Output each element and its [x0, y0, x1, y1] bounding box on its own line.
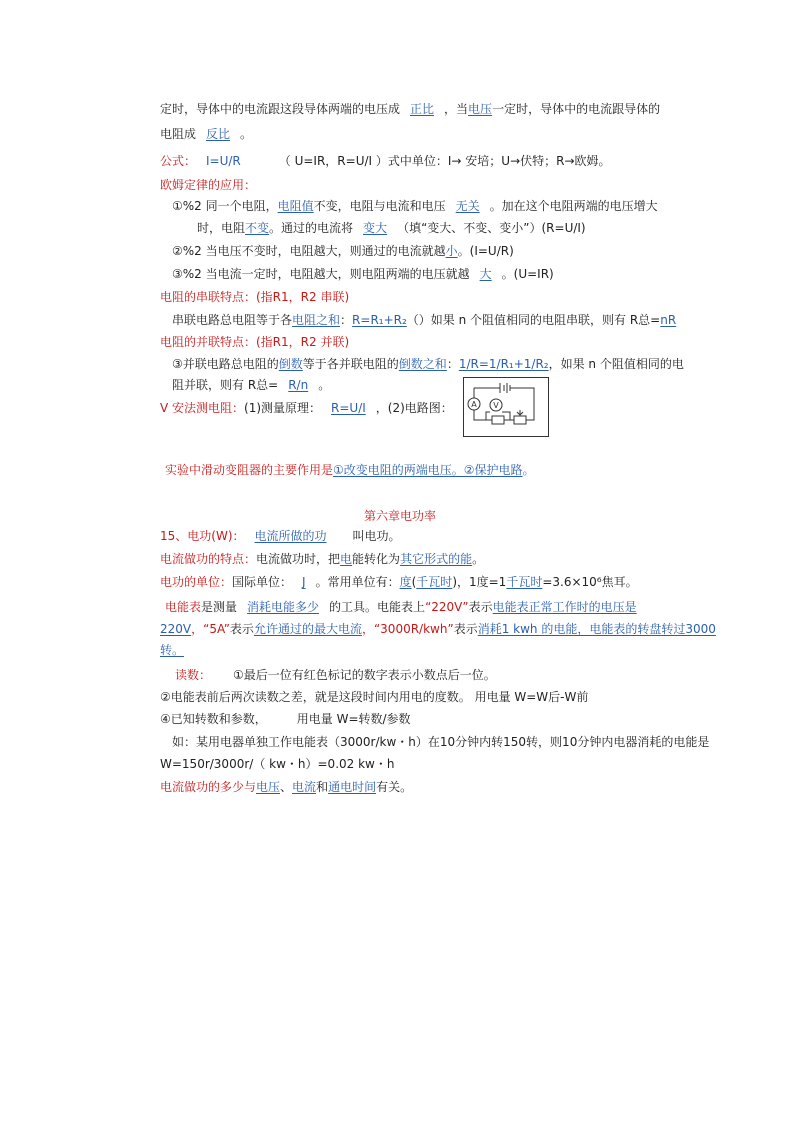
answer-blank: R=R₁+R₂	[352, 313, 407, 327]
circuit-schematic-icon	[464, 378, 548, 436]
answer-blank: 消耗电能多少	[247, 600, 320, 614]
answer-blank: 220V	[160, 622, 192, 636]
text-line: 电流做功的多少与电压、电流和通电时间有关。	[160, 780, 413, 794]
text-line: 实验中滑动变阻器的主要作用是①改变电阻的两端电压。②保护电路。	[165, 463, 535, 477]
section-heading: 电阻的并联特点：(指R1，R2 并联)	[160, 335, 350, 349]
text-line: 时，电阻不变。通过的电流将 变大 （填“变大、不变、变小”）(R=U/I)	[197, 221, 586, 235]
text-line: 电能表是测量 消耗电能多少 的工具。电能表上“220V”表示电能表正常工作时的电压是	[165, 600, 637, 614]
text-line: 220V，“5A”表示允许通过的最大电流，“3000R/kwh”表示消耗1 kwh 的电能，电能表的转盘转过3000	[160, 622, 716, 636]
answer-blank: 转。	[160, 643, 185, 657]
text-line: 电阻成 反比 。	[160, 127, 253, 141]
answer-blank: 正比	[410, 102, 435, 116]
section-heading: 电流做功的特点：	[160, 552, 257, 566]
section-heading: 欧姆定律的应用：	[160, 178, 257, 192]
text-line: V 安法测电阻：(1)测量原理： R=U/I ，(2)电路图：	[160, 401, 453, 415]
text-line: ②%2 当电压不变时，电阻越大，则通过的电流就越小。(I=U/R)	[172, 244, 514, 258]
text-line	[160, 642, 184, 658]
section-heading: 电阻的串联特点：(指R1，R2 串联)	[160, 290, 350, 304]
text-line: 如：某用电器单独工作电能表（3000r/kw・h）在10分钟内转150转，则10分钟内电器消耗的电能是	[172, 735, 710, 749]
text-line: ②电能表前后两次读数之差，就是这段时间内用电的度数。 用电量 W=W后-W前	[160, 690, 589, 704]
answer-blank: 度	[399, 575, 412, 589]
formula-line: 公式： I=U/R （ U=IR，R=U/I ）式中单位：I→ 安培；U→伏特；R→欧姆。	[160, 154, 611, 168]
answer-blank: 电	[340, 552, 353, 566]
text-line: 电功的单位：国际单位： J 。常用单位有：度(千瓦时)，1度=1千瓦时=3.6×10⁶焦耳。	[160, 575, 638, 589]
text-line: W=150r/3000r/（ kw・h）=0.02 kw・h	[160, 757, 395, 771]
answer-blank: 千瓦时	[506, 575, 543, 589]
circuit-diagram	[463, 377, 549, 437]
answer-blank: 电能表正常工作时的电压是	[492, 600, 637, 614]
answer-blank: 1/R=1/R₁+1/R₂	[458, 357, 549, 371]
answer-blank: 大	[479, 267, 492, 281]
answer-blank: 电流	[292, 780, 317, 794]
voltmeter-label: V	[493, 401, 499, 410]
answer-blank: 倒数之和	[398, 357, 447, 371]
text-line: 阻并联，则有 R总= R/n 。	[172, 378, 331, 392]
answer-blank: ①改变电阻的两端电压。②保护电路	[333, 463, 523, 477]
answer-blank: 电压	[256, 780, 281, 794]
answer-blank: 电流所做的功	[254, 529, 327, 543]
answer-blank: 消耗1 kwh 的电能，电能表的转盘转过3000	[477, 622, 716, 636]
text-line: ③%2 当电流一定时，电阻越大，则电阻两端的电压就越 大 。(U=IR)	[172, 267, 554, 281]
text-line: 串联电路总电阻等于各电阻之和：R=R₁+R₂（）如果 n 个阻值相同的电阻串联，则有 R总=nR	[172, 313, 677, 327]
section-heading: 电功的单位：	[160, 575, 233, 589]
answer-blank: 通电时间	[328, 780, 377, 794]
section-heading: V 安法测电阻：	[160, 401, 245, 415]
text-line: 定时，导体中的电流跟这段导体两端的电压成 正比 ，当电压一定时，导体中的电流跟导体的	[160, 102, 661, 116]
answer-blank: R/n	[288, 378, 309, 392]
formula: I=U/R	[206, 154, 241, 168]
text-line: 读数： ①最后一位有红色标记的数字表示小数点后一位。	[175, 668, 496, 682]
answer-blank: 电压	[468, 102, 493, 116]
answer-blank: 电阻之和	[292, 313, 341, 327]
answer-blank: 变大	[363, 221, 388, 235]
answer-blank: R=U/I	[331, 401, 366, 415]
text-line: ①%2 同一个电阻，电阻值不变，电阻与电流和电压 无关 。加在这个电阻两端的电压增大	[172, 199, 658, 213]
answer-blank: 其它形式的能	[400, 552, 473, 566]
ammeter-label: A	[471, 400, 477, 409]
answer-blank: 反比	[206, 127, 231, 141]
answer-blank: 电阻值	[277, 199, 314, 213]
text-line: 电流做功的特点：电流做功时，把电能转化为其它形式的能。	[160, 552, 485, 566]
answer-blank: 小	[445, 244, 458, 258]
answer-blank: 允许通过的最大电流	[253, 622, 362, 636]
chapter-title: 第六章电功率	[363, 509, 436, 523]
answer-blank: nR	[660, 313, 677, 327]
answer-blank: 倒数	[278, 357, 303, 371]
answer-blank: J	[302, 575, 306, 589]
text-line: 15、电功(W)： 电流所做的功 叫电功。	[160, 529, 401, 543]
answer-blank: 不变	[245, 221, 270, 235]
text-line: ④已知转数和参数， 用电量 W=转数/参数	[160, 712, 411, 726]
section-heading: 15、电功(W)：	[160, 529, 245, 543]
text-line: ③并联电路总电阻的倒数等于各并联电阻的倒数之和：1/R=1/R₁+1/R₂，如果 n 个阻值相同的电	[172, 357, 684, 371]
answer-blank: 千瓦时	[416, 575, 453, 589]
answer-blank: 无关	[455, 199, 480, 213]
formula-label: 公式：	[160, 154, 197, 168]
